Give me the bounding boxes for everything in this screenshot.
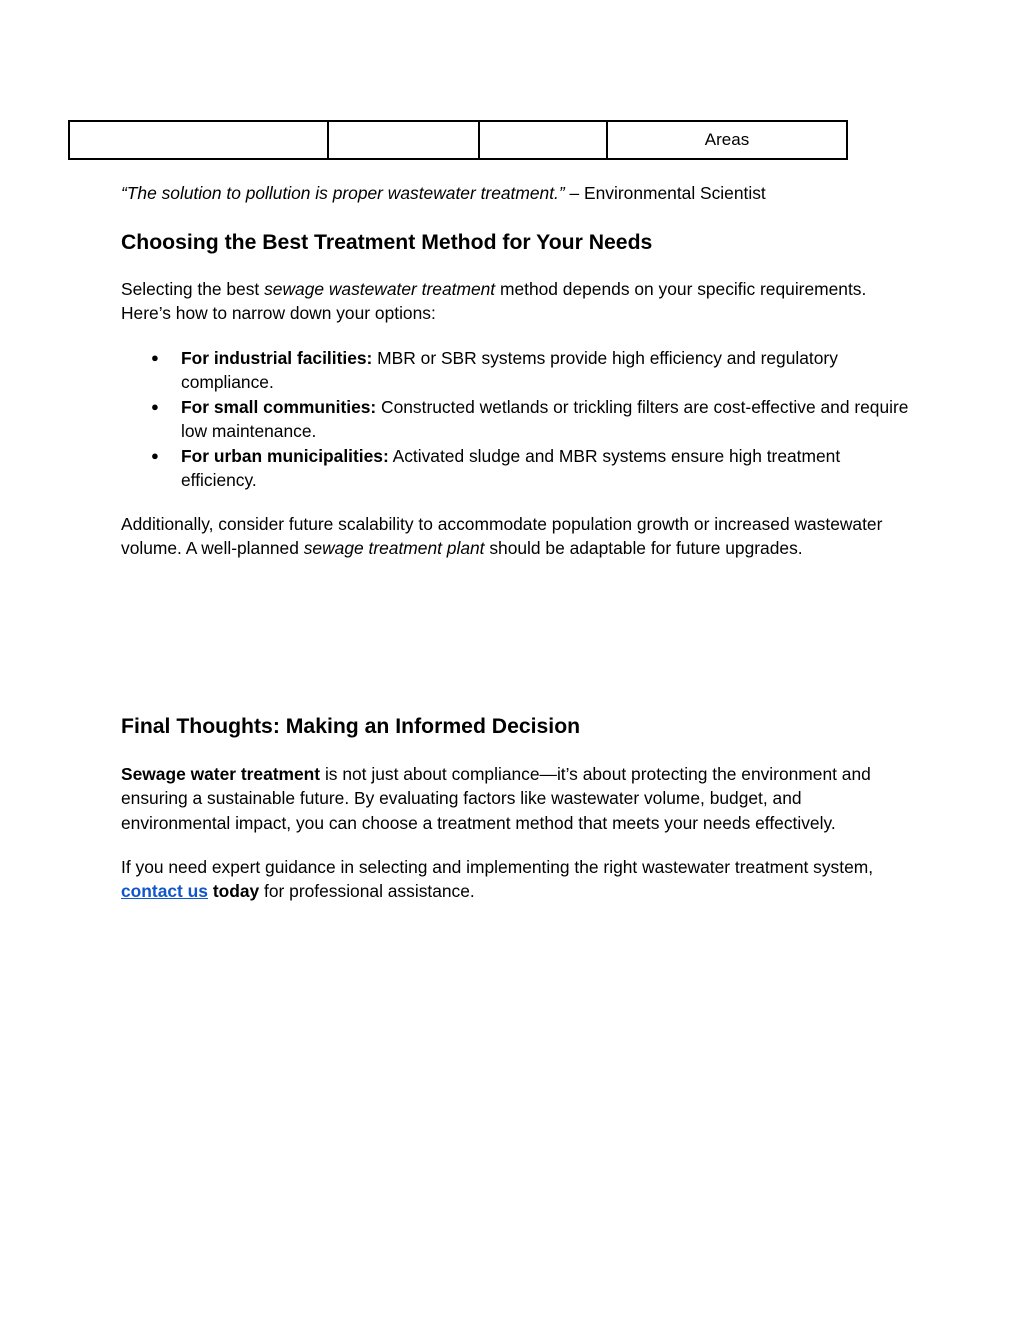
table-row [69, 121, 847, 159]
list-item-text: Constructed wetlands or trickling filters are cost-effective and require low maintenance. [181, 396, 909, 442]
section-heading-final-thoughts: Final Thoughts: Making an Informed Decision [121, 715, 581, 738]
contact-text: If you need expert guidance in selecting and implementing the right wastewater treatment system, [121, 857, 874, 877]
contact-text-end: for professional assistance. [259, 881, 475, 902]
contact-paragraph [121, 855, 901, 904]
intro-text-end: method depends on your specific requirements. Here’s how to narrow down your options: [121, 279, 867, 324]
scalability-emphasis: sewage treatment plant [303, 538, 485, 559]
quote-text: “The solution to pollution is proper wastewater treatment.” [121, 183, 565, 203]
contact-today-bold: today [207, 881, 260, 902]
scalability-paragraph [121, 512, 901, 561]
list-item-text: MBR or SBR systems provide high efficiency and regulatory compliance. [181, 348, 838, 393]
scalability-text-end: should be adaptable for future upgrades. [484, 538, 803, 559]
list-item [121, 444, 911, 493]
section-heading-choosing: Choosing the Best Treatment Method for Your Needs [121, 231, 653, 254]
final-paragraph-text: is not just about compliance—it’s about protecting the environment and ensuring a sustainable future. By evaluating factors like wastewater volume, budget, and environmental impact, you can choose a treatment method that meets your needs effectively. [121, 764, 871, 833]
bullet-icon: ● [151, 398, 159, 414]
bullet-icon: ● [151, 447, 159, 463]
list-item [121, 395, 911, 444]
intro-paragraph [121, 277, 901, 326]
list-item-text: Activated sludge and MBR systems ensure high treatment efficiency. [181, 445, 841, 491]
list-item-label: For small communities: [181, 396, 377, 417]
table-cell-areas: Areas [607, 121, 847, 159]
table-cell [328, 121, 479, 159]
final-paragraph [121, 762, 901, 835]
final-paragraph-bold: Sewage water treatment [121, 764, 321, 784]
contact-us-link[interactable]: contact us [121, 881, 208, 902]
options-list [121, 346, 911, 492]
intro-text: Selecting the best [121, 279, 265, 299]
list-item-label: For industrial facilities: [181, 348, 373, 368]
scalability-text: Additionally, consider future scalability to accommodate population growth or increased wastewater volume. A well-planned [121, 514, 883, 559]
table-cell [479, 121, 607, 159]
intro-emphasis: sewage wastewater treatment [264, 279, 496, 299]
table-fragment [68, 120, 848, 160]
quote-paragraph [121, 181, 901, 205]
bullet-icon: ● [151, 350, 159, 365]
quote-attribution: – Environmental Scientist [564, 183, 766, 203]
list-item-label: For urban municipalities: [181, 445, 389, 466]
table-cell [69, 121, 328, 159]
list-item [121, 346, 911, 395]
